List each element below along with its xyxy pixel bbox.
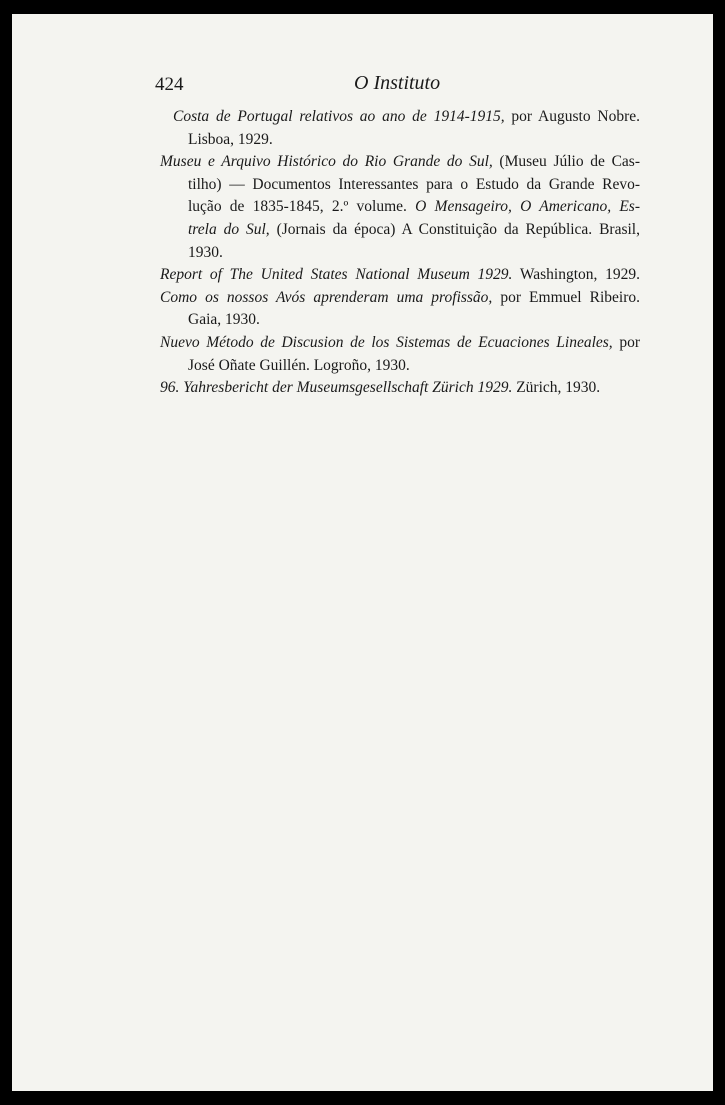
entry-line xyxy=(160,151,640,174)
entry-line xyxy=(160,196,640,219)
entry-line xyxy=(160,309,640,332)
entry-title: Costa de Portugal relativos ao ano de 1914-1915, xyxy=(173,108,505,125)
entry-text: 1930. xyxy=(188,243,223,261)
bibliography-entry xyxy=(160,332,640,377)
bibliography-entry xyxy=(160,106,640,151)
entry-line xyxy=(160,106,640,129)
entry-line xyxy=(160,332,640,355)
entry-line xyxy=(160,264,640,287)
entry-line xyxy=(160,287,640,310)
entry-text: por Emmuel Ribeiro. xyxy=(492,288,640,306)
entry-title: Nuevo Método de Discusion de los Sistemas de Ecuaciones Lineales, xyxy=(160,333,613,351)
bibliography-entry xyxy=(160,151,640,264)
entry-title: Como os nossos Avós aprenderam uma profissão, xyxy=(160,288,493,306)
entry-line xyxy=(160,377,640,400)
page-header xyxy=(12,72,713,100)
entry-title: Report of The United States National Museum 1929. xyxy=(160,266,513,284)
entry-text: por Augusto Nobre. xyxy=(504,108,640,125)
entry-line xyxy=(160,355,640,378)
entry-title: Museu e Arquivo Histórico do Rio Grande do Sul, xyxy=(160,153,493,171)
bibliography-entry xyxy=(160,264,640,287)
entry-title: 96. Yahresbericht der Museumsgesellschaft Zürich 1929. xyxy=(160,379,513,397)
page-number: 424 xyxy=(155,74,184,95)
entry-text: por xyxy=(612,333,640,351)
book-page xyxy=(12,14,713,1091)
entry-text: Zürich, 1930. xyxy=(512,379,601,397)
bibliography-entry xyxy=(160,287,640,332)
entry-text: Gaia, 1930. xyxy=(188,311,260,329)
entry-text: Lisboa, 1929. xyxy=(188,130,273,148)
entry-text: Washington, 1929. xyxy=(512,266,640,284)
entry-text: (Jornais da época) A Constituição da República. Brasil, xyxy=(269,220,640,238)
entry-line xyxy=(160,174,640,197)
entry-text: (Museu Júlio de Cas- xyxy=(492,153,640,171)
entry-text: lução de 1835-1845, 2.º volume. xyxy=(188,198,416,216)
entry-line xyxy=(160,129,640,152)
entry-line xyxy=(160,219,640,242)
entry-title: trela do Sul, xyxy=(188,220,270,238)
entry-line xyxy=(160,242,640,265)
bibliography-entry xyxy=(160,377,640,400)
entry-title: O Mensageiro, O Americano, Es- xyxy=(415,198,640,216)
entry-text: tilho) — Documentos Interessantes para o Estudo da Grande Revo- xyxy=(188,175,640,193)
bibliography-list xyxy=(160,106,640,400)
running-head: O Instituto xyxy=(354,72,441,94)
entry-text: José Oñate Guillén. Logroño, 1930. xyxy=(188,356,410,374)
